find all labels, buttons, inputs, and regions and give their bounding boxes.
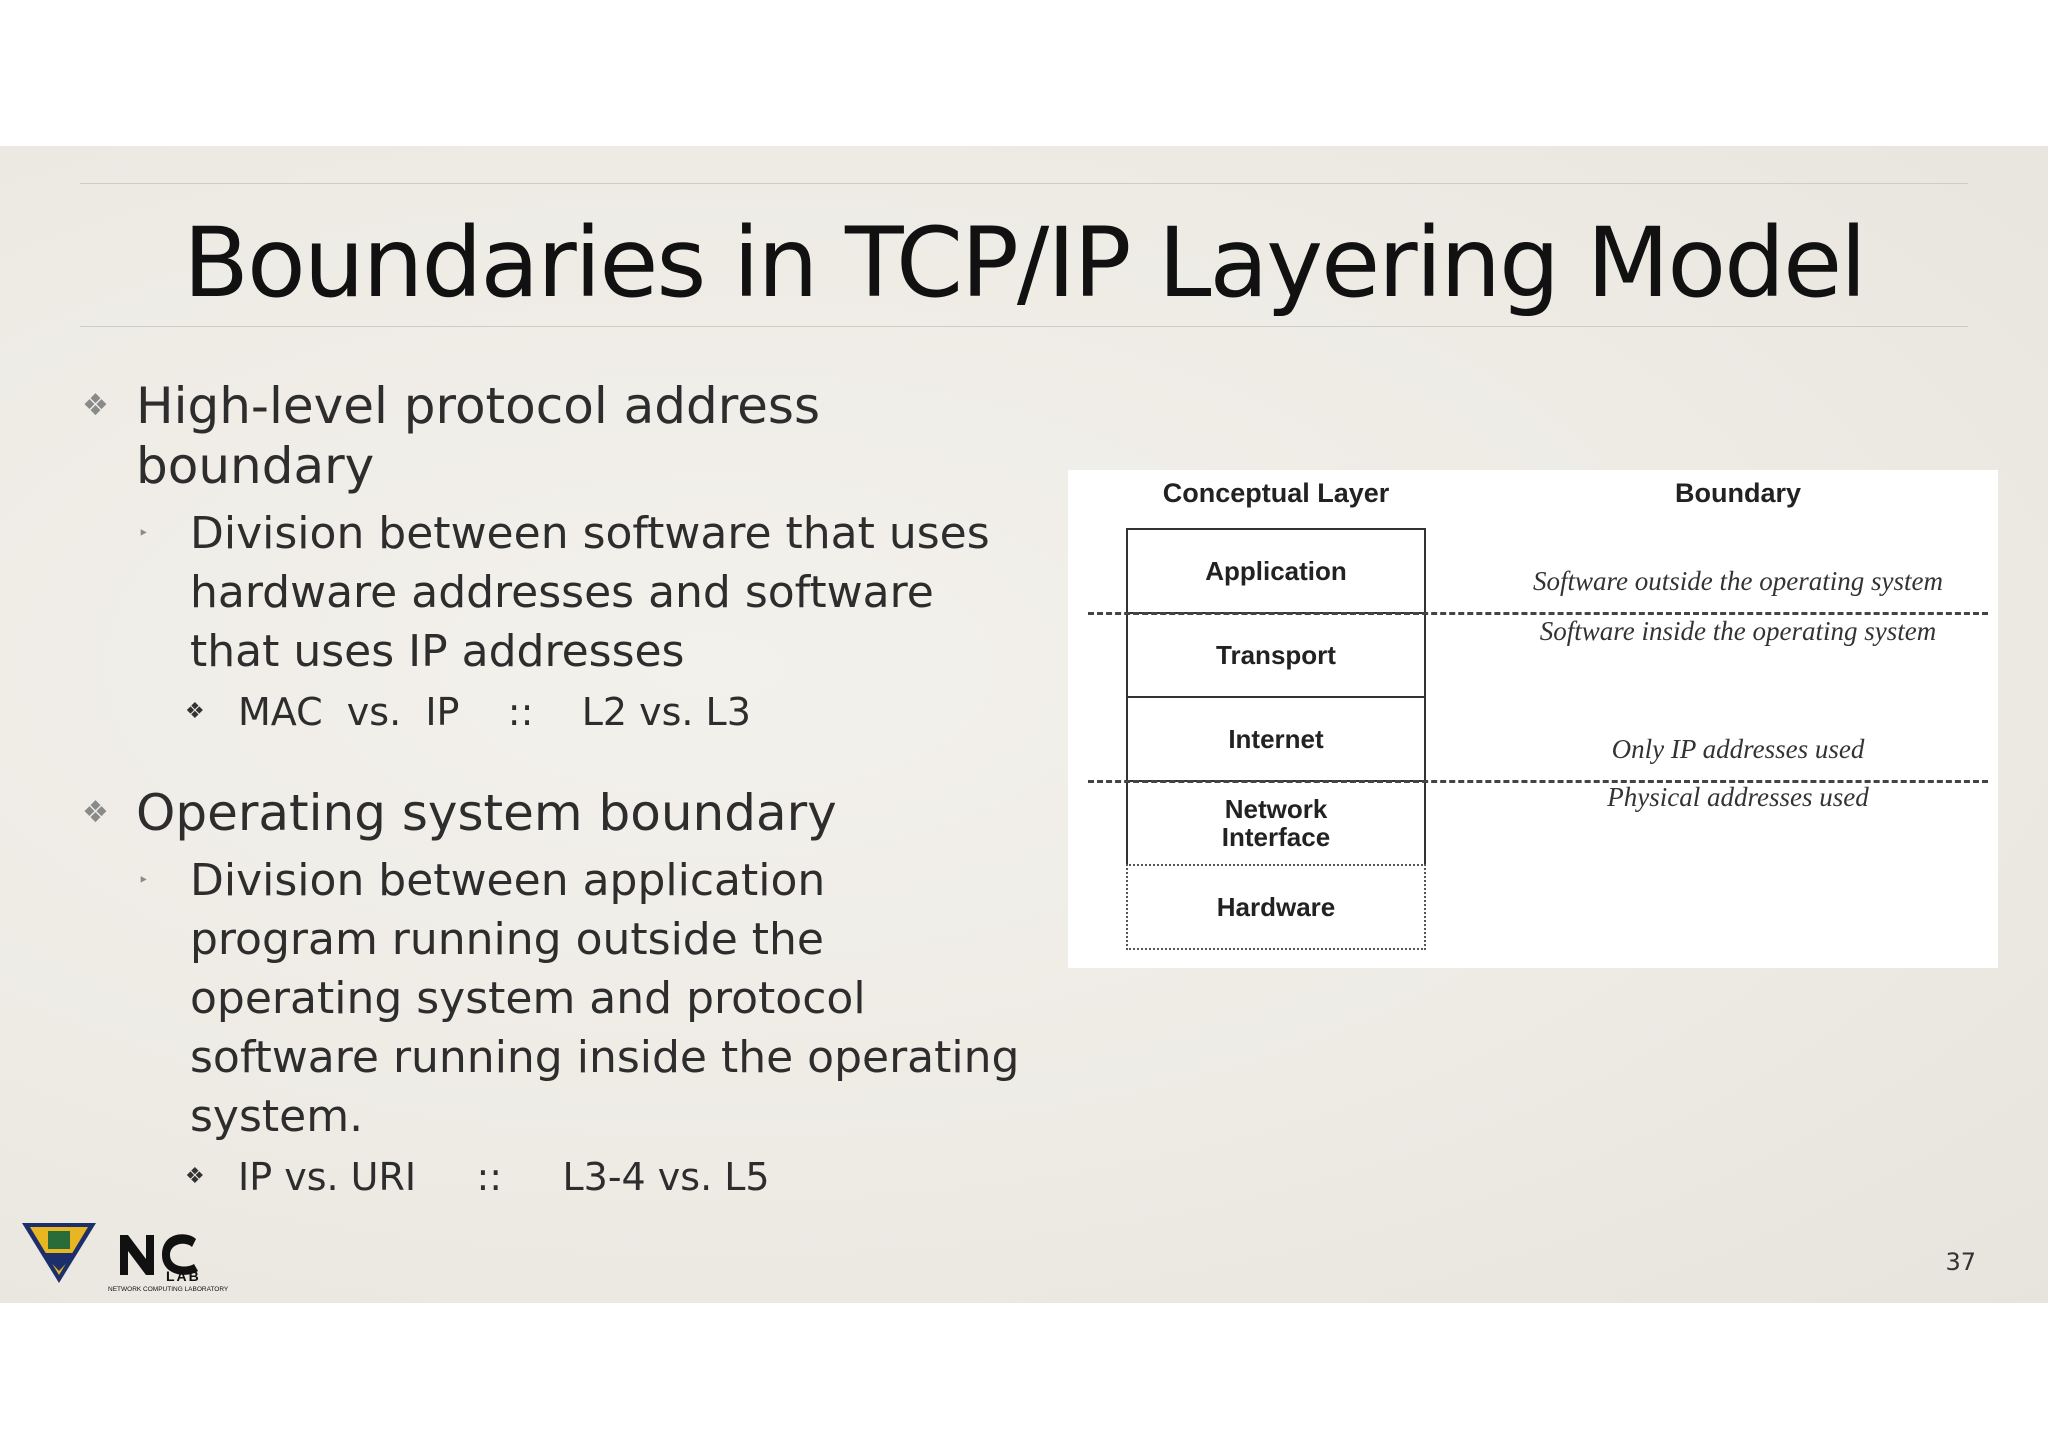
- bullet-list: [80, 376, 1020, 1202]
- layer-application: Application: [1126, 528, 1426, 614]
- boundary-os-below: Software inside the operating system: [1539, 616, 1937, 646]
- section1-sub: Division between software that uses hardware addresses and software that uses IP addresses: [190, 508, 990, 677]
- bullet-level1: [80, 376, 1020, 496]
- layer-boundary-figure: [1068, 470, 1998, 968]
- nclab-logo: [20, 1217, 230, 1293]
- diamond-bullet-icon: ❖: [82, 388, 109, 423]
- title-top-rule: [80, 183, 1968, 184]
- svg-text:LAB: LAB: [166, 1268, 201, 1284]
- diamond-bullet-icon: ❖: [185, 699, 205, 724]
- boundary-os-above: Software outside the operating system: [1533, 566, 1943, 596]
- bullet-level2: [80, 504, 1020, 681]
- slide: [0, 146, 2048, 1303]
- section2-heading: Operating system boundary: [136, 784, 837, 842]
- title-bottom-rule: [80, 326, 1968, 327]
- university-shield-icon: [20, 1217, 230, 1293]
- bullet-level3: [80, 687, 1020, 737]
- conceptual-layer-header: Conceptual Layer: [1162, 478, 1390, 508]
- os-boundary-line: [1088, 612, 1988, 615]
- page-number: 37: [1945, 1248, 1976, 1276]
- layer-internet: Internet: [1126, 696, 1426, 782]
- boundary-addr-below: Physical addresses used: [1607, 782, 1869, 812]
- layer-hardware: Hardware: [1126, 864, 1426, 950]
- section2-sub: Division between application program running outside the operating system and protocol software running inside the operating system.: [190, 855, 1020, 1142]
- boundary-header: Boundary: [1674, 478, 1801, 508]
- svg-text:NETWORK COMPUTING LABORATORY: NETWORK COMPUTING LABORATORY: [108, 1286, 229, 1293]
- bullet-level3: [80, 1152, 1020, 1202]
- bullet-level2: [80, 851, 1020, 1146]
- layer-network-interface: Network Interface: [1126, 780, 1426, 866]
- slide-title: Boundaries in TCP/IP Layering Model: [183, 207, 1865, 319]
- layer-transport: Transport: [1126, 612, 1426, 698]
- diamond-bullet-icon: ❖: [82, 795, 109, 830]
- bullet-level1: [80, 783, 1020, 843]
- triangle-bullet-icon: ‣: [138, 523, 149, 544]
- diamond-bullet-icon: ❖: [185, 1164, 205, 1189]
- triangle-bullet-icon: ‣: [138, 870, 149, 891]
- section2-detail: IP vs. URI :: L3-4 vs. L5: [238, 1155, 770, 1199]
- section1-heading: High-level protocol address boundary: [136, 377, 821, 495]
- section1-detail: MAC vs. IP :: L2 vs. L3: [238, 690, 751, 734]
- boundary-addr-above: Only IP addresses used: [1611, 734, 1865, 764]
